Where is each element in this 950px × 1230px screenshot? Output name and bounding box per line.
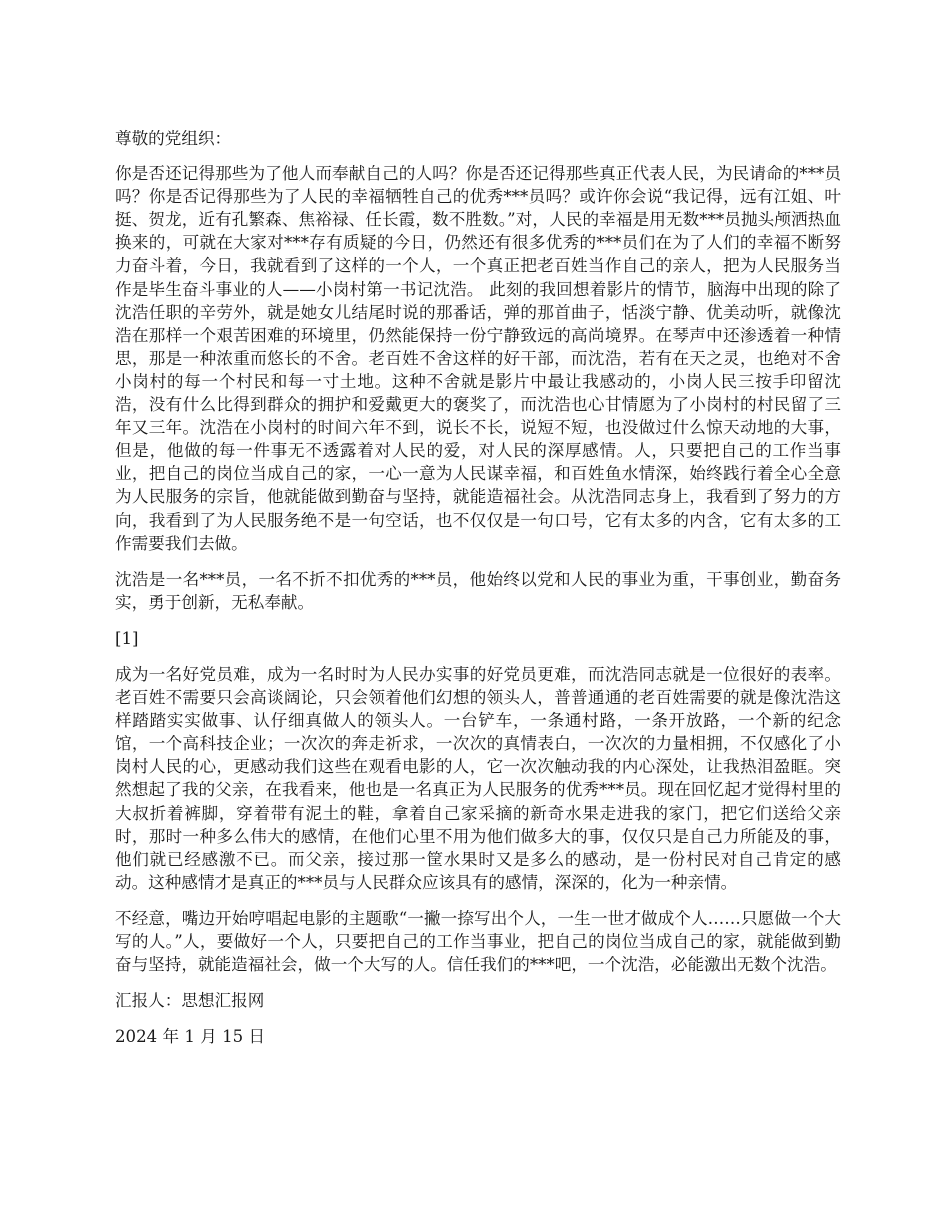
signature: 汇报人：思想汇报网: [115, 991, 265, 1011]
footnote-marker: [1]: [115, 628, 139, 648]
document-page: [115, 127, 841, 1048]
salutation: 尊敬的党组织：: [115, 129, 232, 148]
report-date: 2024 年 1 月 15 日: [115, 1027, 266, 1047]
body-paragraph-4: 不经意，嘴边开始哼唱起电影的主题歌“一撇一捺写出个人，一生一世才做成个人……只愿做一个大写的人。”人，要做好一个人，只要把自己的工作当事业，把自己的岗位当成自己的家，就能做到勤奋与坚持，就能造福社会，做一个大写的人。信任我们的***吧，一个沈浩，必能激出无数个沈浩。: [115, 908, 841, 975]
body-paragraph-3: 成为一名好党员难，成为一名时时为人民办实事的好党员更难，而沈浩同志就是一位很好的表率。老百姓不需要只会高谈阔论，只会领着他们幻想的领头人，普普通通的老百姓需要的就是像沈浩这样踏踏实实做事、认仔细真做人的领头人。一台铲车，一条通村路，一条开放路，一个新的纪念馆，一个高科技企业；一次次的奔走祈求，一次次的真情表白，一次次的力量相拥，不仅感化了小岗村人民的心，更感动我们这些在观看电影的人，它一次次触动我的内心深处，让我热泪盈眶。突然想起了我的父亲，在我看来，他也是一名真正为人民服务的优秀***员。现在回忆起才觉得村里的大叔折着裤脚，穿着带有泥土的鞋，拿着自己家采摘的新奇水果走进我的家门，把它们送给父亲时，那时一种多么伟大的感情，在他们心里不用为他们做多大的事，仅仅只是自己力所能及的事，他们就已经感激不已。而父亲，接过那一筐水果时又是多么的感动，是一份村民对自己肯定的感动。这种感情才是真正的***员与人民群众应该具有的感情，深深的，化为一种亲情。: [115, 664, 841, 892]
body-paragraph-1: 你是否还记得那些为了他人而奉献自己的人吗？你是否还记得那些真正代表人民，为民请命的***员吗？你是否记得那些为了人民的幸福牺牲自己的优秀***员吗？或许你会说“我记得，远有江姐、叶挺、贺龙，近有孔繁森、焦裕禄、任长霞，数不胜数。”对，人民的幸福是用无数***员抛头颅洒热血换来的，可就在大家对***存有质疑的今日，仍然还有很多优秀的***员们在为了人们的幸福不断努力奋斗着，今日，我就看到了这样的一个人，一个真正把老百姓当作自己的亲人，把为人民服务当作是毕生奋斗事业的人——小岗村第一书记沈浩。 此刻的我回想着影片的情节，脑海中出现的除了沈浩任职的辛劳外，就是她女儿结尾时说的那番话，弹的那首曲子，恬淡宁静、优美动听，就像沈浩在那样一个艰苦困难的环境里，仍然能保持一份宁静致远的高尚境界。在琴声中还渗透着一种情思，那是一种浓重而悠长的不舍。老百姓不舍这样的好干部，而沈浩，若有在天之灵，也绝对不舍小岗村的每一个村民和每一寸土地。这种不舍就是影片中最让我感动的，小岗人民三按手印留沈浩，没有什么比得到群众的拥护和爱戴更大的褒奖了，而沈浩也心甘情愿为了小岗村的村民留了三年又三年。沈浩在小岗村的时间六年不到，说长不长，说短不短，也没做过什么惊天动地的大事，但是，他做的每一件事无不透露着对人民的爱，对人民的深厚感情。人，只要把自己的工作当事业，把自己的岗位当成自己的家，一心一意为人民谋幸福，和百姓鱼水情深，始终践行着全心全意为人民服务的宗旨，他就能做到勤奋与坚持，就能造福社会。从沈浩同志身上，我看到了努力的方向，我看到了为人民服务绝不是一句空话，也不仅仅是一句口号，它有太多的内含，它有太多的工作需要我们去做。: [115, 164, 841, 553]
body-paragraph-2: 沈浩是一名***员，一名不折不扣优秀的***员，他始终以党和人民的事业为重，干事创业，勤奋务实，勇于创新，无私奉献。: [115, 569, 841, 612]
